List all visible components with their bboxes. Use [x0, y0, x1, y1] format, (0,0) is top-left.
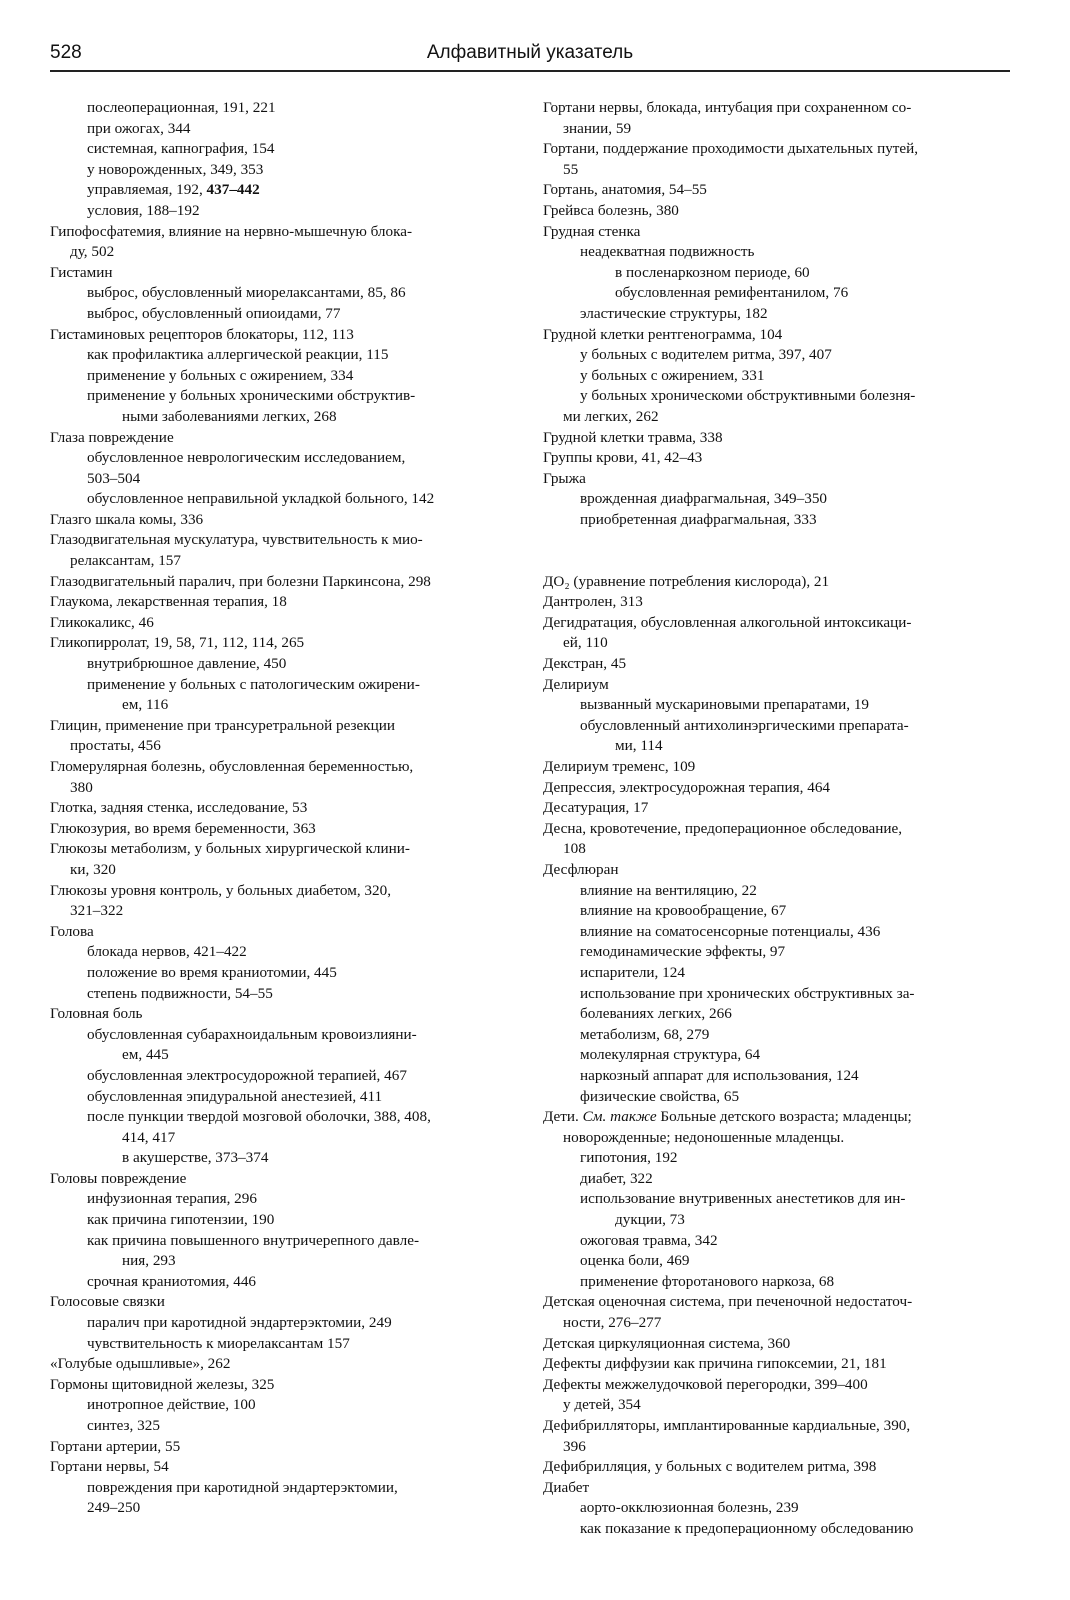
index-subentry [50, 778, 512, 799]
index-entry [543, 1292, 1013, 1313]
index-entry-text: Группы крови, 41, 42–43 [543, 449, 703, 467]
index-subentry [543, 1045, 1013, 1066]
index-subentry [50, 695, 512, 716]
index-entry [543, 325, 1013, 346]
index-entry [50, 263, 512, 284]
index-entry-text: внутрибрюшное давление, 450 [87, 655, 287, 673]
index-subentry [50, 942, 512, 963]
index-entry-text: Глаукома, лекарственная терапия, 18 [50, 593, 287, 611]
page-number: 528 [50, 42, 82, 63]
index-entry-text: Гликокаликс, 46 [50, 613, 154, 631]
index-entry-text: в акушерстве, 373–374 [122, 1149, 269, 1167]
index-entry-text: 396 [563, 1437, 586, 1455]
index-entry-text: Дантролен, 313 [543, 593, 643, 611]
index-entry-bold-pages: 437–442 [206, 181, 260, 199]
index-subentry [50, 1313, 512, 1334]
index-entry-text: использование при хронических обструктивных за- [580, 984, 915, 1002]
index-entry [543, 1416, 1013, 1437]
index-entry-text: Делириум тременс, 109 [543, 758, 696, 775]
index-subentry [50, 1416, 512, 1437]
index-subentry [543, 1128, 1013, 1149]
index-subentry [50, 345, 512, 366]
index-entry-text: инфузионная терапия, 296 [87, 1190, 257, 1208]
index-entry [543, 613, 1013, 634]
index-entry-text: 249–250 [87, 1499, 141, 1517]
index-entry [543, 592, 1013, 613]
index-subentry [50, 407, 512, 428]
index-entry [543, 551, 1013, 572]
index-entry-text: ми легких, 262 [563, 407, 659, 425]
index-entry [543, 428, 1013, 449]
index-subentry [543, 263, 1013, 284]
index-entry-text: выброс, обусловленный миорелаксантами, 85, 86 [87, 284, 406, 302]
index-entry-text: у больных хроническоми обструктивными болезня- [580, 387, 916, 405]
index-subentry [543, 1066, 1013, 1087]
index-entry-text: обусловленный антихолинэргическими препарата- [580, 716, 909, 734]
index-subentry [50, 901, 512, 922]
index-entry-text: обусловленная электросудорожной терапией, 467 [87, 1066, 407, 1084]
index-entry-text: Голосовые связки [50, 1293, 165, 1311]
index-entry-text: врожденная диафрагмальная, 349–350 [580, 490, 828, 508]
index-entry [50, 325, 512, 346]
index-subentry [50, 1478, 512, 1499]
index-entry [50, 1375, 512, 1396]
index-entry-text: синтез, 325 [87, 1417, 160, 1434]
index-entry [543, 860, 1013, 881]
index-entry-text: Глазго шкала комы, 336 [50, 510, 204, 528]
index-entry-text: 414, 417 [122, 1128, 176, 1146]
index-entry-text: Головы повреждение [50, 1169, 187, 1187]
index-subentry [50, 1066, 512, 1087]
index-subentry [50, 963, 512, 984]
index-subentry [50, 860, 512, 881]
index-subentry [543, 716, 1013, 737]
index-entry-text: Дети. [543, 1108, 583, 1126]
index-subentry [50, 1498, 512, 1519]
index-subentry [50, 1087, 512, 1108]
index-column-right [543, 98, 1013, 1540]
index-entry-text: ными заболеваниями легких, 268 [122, 407, 337, 425]
index-entry-text: применение у больных с патологическим ожирени- [87, 675, 420, 693]
index-entry-text: простаты, 456 [70, 737, 161, 755]
index-entry [50, 572, 512, 593]
index-subentry [543, 510, 1013, 531]
index-entry-text: обусловленная эпидуральной анестезией, 411 [87, 1087, 383, 1105]
index-entry-text: в посленаркозном периоде, 60 [615, 263, 810, 281]
index-entry-text: Гортани нервы, блокада, интубация при сохраненном со- [543, 99, 912, 116]
index-subentry [50, 469, 512, 490]
index-entry-text: Гистамин [50, 263, 113, 281]
index-subentry [543, 1210, 1013, 1231]
index-entry-text: наркозный аппарат для использования, 124 [580, 1066, 859, 1084]
index-subentry [543, 1189, 1013, 1210]
index-subentry [50, 1395, 512, 1416]
index-entry-text: 380 [70, 778, 93, 796]
index-entry-text: знании, 59 [563, 119, 632, 137]
index-entry-text: молекулярная структура, 64 [580, 1046, 761, 1064]
index-entry-text: у новорожденных, 349, 353 [87, 160, 264, 178]
index-entry-text: эластические структуры, 182 [580, 304, 768, 322]
index-entry-text: срочная краниотомия, 446 [87, 1272, 257, 1290]
index-entry [543, 1354, 1013, 1375]
index-subentry [543, 1251, 1013, 1272]
index-entry-text: Глазодвигательная мускулатура, чувствительность к мио- [50, 531, 423, 549]
index-entry-text: блокада нервов, 421–422 [87, 943, 247, 961]
index-entry-text: релаксантам, 157 [70, 552, 181, 570]
index-entry-text: гипотония, 192 [580, 1149, 678, 1167]
index-subentry [50, 1148, 512, 1169]
index-entry-text: Глюкозы метаболизм, у больных хирургической клини- [50, 840, 410, 858]
index-entry [543, 819, 1013, 840]
index-subentry [543, 1313, 1013, 1334]
index-entry [50, 1354, 512, 1375]
index-subentry [50, 1025, 512, 1046]
index-subentry [50, 386, 512, 407]
index-entry [50, 839, 512, 860]
index-entry [50, 1292, 512, 1313]
index-entry-text: диабет, 322 [580, 1169, 653, 1187]
index-subentry [543, 901, 1013, 922]
index-entry-text: влияние на кровообращение, 67 [580, 902, 787, 920]
index-entry-text: Гортани артерии, 55 [50, 1437, 181, 1455]
index-entry-text: после пункции твердой мозговой оболочки, 388, 408, [87, 1108, 431, 1126]
index-entry [50, 222, 512, 243]
index-entry-text: Гликопирролат, 19, 58, 71, 112, 114, 265 [50, 634, 305, 652]
index-entry [543, 448, 1013, 469]
index-entry-text: чувствительность к миорелаксантам 157 [87, 1334, 350, 1352]
index-entry-text: новорожденные; недоношенные младенцы. [563, 1128, 845, 1146]
index-entry-text: Головная боль [50, 1005, 143, 1023]
index-subentry [543, 881, 1013, 902]
index-subentry [50, 984, 512, 1005]
index-entry-text: Десна, кровотечение, предоперационное обследование, [543, 819, 903, 837]
index-subentry [543, 1025, 1013, 1046]
index-subentry [50, 201, 512, 222]
index-entry [50, 881, 512, 902]
index-entry [50, 428, 512, 449]
index-subentry [543, 160, 1013, 181]
index-subentry [543, 386, 1013, 407]
index-entry-text: физические свойства, 65 [580, 1087, 740, 1105]
index-entry-text: Глаза повреждение [50, 428, 174, 446]
index-entry-text: паралич при каротидной эндартерэктомии, 249 [87, 1314, 392, 1332]
index-entry-text: применение у больных с ожирением, 334 [87, 366, 354, 384]
index-entry-text: Гортань, анатомия, 54–55 [543, 181, 707, 199]
index-entry-text: Депрессия, электросудорожная терапия, 464 [543, 778, 831, 796]
index-entry-text: как причина повышенного внутричерепного давле- [87, 1231, 420, 1249]
index-entry-text: 321–322 [70, 902, 124, 920]
index-entry-text: Десфлюран [543, 860, 619, 878]
index-subentry [50, 1334, 512, 1355]
index-entry-text: оценка боли, 469 [580, 1252, 690, 1270]
index-entry-text: при ожогах, 344 [87, 119, 191, 137]
index-subentry [543, 839, 1013, 860]
index-entry-text: выброс, обусловленный опиоидами, 77 [87, 304, 341, 322]
index-subentry [50, 1231, 512, 1252]
index-entry-text: у больных с водителем ритма, 397, 407 [580, 346, 832, 364]
index-entry-text: ем, 445 [122, 1046, 169, 1064]
index-subentry [50, 1107, 512, 1128]
index-entry-text: Диабет [543, 1478, 590, 1496]
index-entry-text: 108 [563, 840, 586, 858]
index-entry-text: Глотка, задняя стенка, исследование, 53 [50, 799, 308, 817]
index-entry-text: влияние на вентиляцию, 22 [580, 881, 757, 899]
index-entry-text: Дегидратация, обусловленная алкогольной интоксикаци- [543, 613, 912, 631]
index-subentry [50, 736, 512, 757]
index-entry-text: испарители, 124 [580, 963, 685, 981]
index-subentry [543, 963, 1013, 984]
index-subentry [543, 1231, 1013, 1252]
index-entry [543, 1375, 1013, 1396]
index-subentry [543, 1519, 1013, 1540]
index-entry [543, 201, 1013, 222]
index-entry-text: Делириум [543, 675, 609, 693]
index-entry-text: Глюкозы уровня контроль, у больных диабетом, 320, [50, 881, 391, 899]
index-column-left [50, 98, 512, 1519]
index-entry-text: Грейвса болезнь, 380 [543, 201, 679, 219]
index-subentry [50, 1272, 512, 1293]
index-entry [50, 1437, 512, 1458]
index-entry-text: Декстран, 45 [543, 655, 627, 673]
index-entry-text: применение у больных хроническими обструктив- [87, 387, 416, 405]
index-entry [50, 798, 512, 819]
index-entry-text: обусловленное неврологическим исследованием, [87, 449, 406, 467]
index-subentry [50, 366, 512, 387]
index-subentry [543, 695, 1013, 716]
index-entry [543, 1478, 1013, 1499]
index-entry [50, 510, 512, 531]
index-entry-text: Грыжа [543, 469, 586, 487]
index-entry-text: влияние на соматосенсорные потенциалы, 436 [580, 922, 881, 940]
index-subentry [543, 942, 1013, 963]
index-subentry [543, 345, 1013, 366]
index-subentry [543, 1004, 1013, 1025]
index-subentry [50, 160, 512, 181]
index-entry-text: ДО₂ (уравнение потребления кислорода), 21 [543, 572, 830, 590]
index-entry-text: Гортани нервы, 54 [50, 1458, 169, 1476]
index-entry-text: ей, 110 [563, 634, 608, 652]
index-entry-text: Гипофосфатемия, влияние на нервно-мышечную блока- [50, 222, 413, 240]
index-subentry [50, 1189, 512, 1210]
index-subentry [543, 489, 1013, 510]
index-subentry [543, 633, 1013, 654]
index-subentry [50, 98, 512, 119]
index-entry [50, 922, 512, 943]
index-entry-text: Дефибрилляция, у больных с водителем ритма, 398 [543, 1458, 877, 1476]
index-entry-text: аорто-окклюзионная болезнь, 239 [580, 1499, 799, 1517]
index-subentry [50, 675, 512, 696]
index-entry-text: Дефибрилляторы, имплантированные кардиальные, 390, [543, 1417, 911, 1434]
index-subentry [50, 654, 512, 675]
index-entry [50, 530, 512, 551]
index-subentry [50, 242, 512, 263]
index-entry-text: Детская оценочная система, при печеночной недостаточ- [543, 1293, 913, 1311]
index-entry [543, 778, 1013, 799]
index-entry [50, 757, 512, 778]
index-entry-text: Гортани, поддержание проходимости дыхательных путей, [543, 140, 919, 158]
index-entry [50, 1457, 512, 1478]
index-entry-text: приобретенная диафрагмальная, 333 [580, 510, 817, 528]
index-entry [543, 1457, 1013, 1478]
index-entry-text: гемодинамические эффекты, 97 [580, 943, 786, 961]
index-subentry [543, 922, 1013, 943]
index-subentry [543, 1437, 1013, 1458]
index-entry-text: ожоговая травма, 342 [580, 1231, 718, 1249]
index-subentry [543, 1395, 1013, 1416]
index-entry-see-also: См. также [582, 1108, 657, 1126]
index-entry-text: Глюкозурия, во время беременности, 363 [50, 819, 316, 837]
header-title: Алфавитный указатель [426, 42, 634, 63]
index-entry [543, 469, 1013, 490]
index-entry-text: дукции, 73 [615, 1211, 685, 1229]
index-entry [543, 572, 1013, 593]
index-entry-text: повреждения при каротидной эндартерэктомии, [87, 1478, 398, 1496]
index-entry-text: обусловленная ремифентанилом, 76 [615, 284, 849, 302]
index-entry-text: 55 [563, 160, 579, 178]
index-entry [543, 98, 1013, 119]
index-entry-text: степень подвижности, 54–55 [87, 984, 273, 1002]
index-entry-text: ду, 502 [70, 243, 115, 261]
index-entry [543, 530, 1013, 551]
index-subentry [543, 1169, 1013, 1190]
index-entry-text: системная, капнография, 154 [87, 140, 275, 158]
index-entry-text-cont: Больные детского возраста; младенцы; [656, 1108, 912, 1126]
index-subentry [50, 119, 512, 140]
index-subentry [543, 119, 1013, 140]
index-subentry [50, 489, 512, 510]
index-entry-text: болеваниях легких, 266 [580, 1005, 732, 1023]
index-entry-text: ки, 320 [70, 860, 116, 878]
index-entry [543, 757, 1013, 778]
index-entry [50, 1004, 512, 1025]
index-entry-text: как профилактика аллергической реакции, 115 [87, 346, 389, 364]
index-subentry [50, 551, 512, 572]
index-entry-text: Гломерулярная болезнь, обусловленная беременностью, [50, 758, 414, 775]
index-entry-text: как показание к предоперационному обследованию [580, 1519, 914, 1537]
index-subentry [543, 1498, 1013, 1519]
index-subentry [50, 304, 512, 325]
index-entry [50, 592, 512, 613]
index-entry [50, 613, 512, 634]
index-subentry [543, 736, 1013, 757]
index-entry [543, 654, 1013, 675]
index-entry-text: «Голубые одышливые», 262 [50, 1355, 231, 1373]
index-entry-text: обусловленное неправильной укладкой больного, 142 [87, 490, 435, 508]
index-entry-text: Дефекты диффузии как причина гипоксемии, 21, 181 [543, 1355, 887, 1373]
index-entry-text: метаболизм, 68, 279 [580, 1025, 710, 1043]
index-subentry [50, 448, 512, 469]
index-entry-text: условия, 188–192 [87, 201, 200, 219]
index-subentry [543, 1272, 1013, 1293]
index-entry-text: ми, 114 [615, 737, 663, 755]
index-subentry [543, 1087, 1013, 1108]
index-subentry [50, 1045, 512, 1066]
index-entry-text: Десатурация, 17 [543, 799, 649, 817]
index-subentry [50, 1210, 512, 1231]
index-subentry [50, 1128, 512, 1149]
index-entry-text: обусловленная субарахноидальным кровоизлияни- [87, 1025, 417, 1043]
index-entry [543, 675, 1013, 696]
index-entry-text: Гормоны щитовидной железы, 325 [50, 1375, 275, 1393]
index-subentry [543, 242, 1013, 263]
index-entry-text: у детей, 354 [563, 1396, 641, 1414]
index-entry-text: послеоперационная, 191, 221 [87, 99, 276, 116]
index-entry-text: инотропное действие, 100 [87, 1396, 256, 1414]
index-entry [543, 1334, 1013, 1355]
index-entry-text: ем, 116 [122, 696, 169, 714]
index-subentry [543, 984, 1013, 1005]
index-entry-text: как причина гипотензии, 190 [87, 1211, 275, 1229]
index-entry-text: неадекватная подвижность [580, 243, 755, 261]
index-entry [50, 1169, 512, 1190]
index-entry-text: Глазодвигательный паралич, при болезни Паркинсона, 298 [50, 572, 431, 590]
index-subentry [50, 283, 512, 304]
index-entry-text: Грудная стенка [543, 222, 641, 240]
index-subentry [543, 366, 1013, 387]
index-entry [50, 633, 512, 654]
index-entry-text: Гистаминовых рецепторов блокаторы, 112, 113 [50, 325, 354, 343]
index-entry-text: у больных с ожирением, 331 [580, 366, 765, 384]
index-entry [543, 139, 1013, 160]
index-entry [50, 716, 512, 737]
index-entry-text: Глицин, применение при трансуретральной резекции [50, 716, 396, 734]
index-entry [50, 819, 512, 840]
index-entry-text: Дефекты межжелудочковой перегородки, 399–400 [543, 1375, 868, 1393]
index-entry-text: Грудной клетки травма, 338 [543, 428, 723, 446]
page-header [50, 40, 1010, 72]
index-entry-text: 503–504 [87, 469, 141, 487]
index-entry-text: использование внутривенных анестетиков для ин- [580, 1190, 906, 1208]
index-entry-text: ности, 276–277 [563, 1314, 662, 1332]
index-entry-text: положение во время краниотомии, 445 [87, 963, 337, 981]
index-entry-text: ния, 293 [122, 1252, 176, 1270]
index-subentry [50, 1251, 512, 1272]
index-subentry [50, 180, 512, 201]
index-subentry [543, 283, 1013, 304]
index-entry [543, 222, 1013, 243]
index-entry-text: управляемая, 192, [87, 181, 207, 199]
index-entry [543, 1107, 1013, 1128]
index-subentry [543, 304, 1013, 325]
index-entry [543, 180, 1013, 201]
index-subentry [543, 407, 1013, 428]
index-entry-text: Детская циркуляционная система, 360 [543, 1334, 791, 1352]
index-entry-text: Грудной клетки рентгенограмма, 104 [543, 325, 783, 343]
index-entry-text: применение фторотанового наркоза, 68 [580, 1272, 835, 1290]
index-entry-text: Голова [50, 922, 94, 940]
index-subentry [50, 139, 512, 160]
index-entry [543, 798, 1013, 819]
index-entry-text: вызванный мускариновыми препаратами, 19 [580, 696, 870, 714]
index-subentry [543, 1148, 1013, 1169]
